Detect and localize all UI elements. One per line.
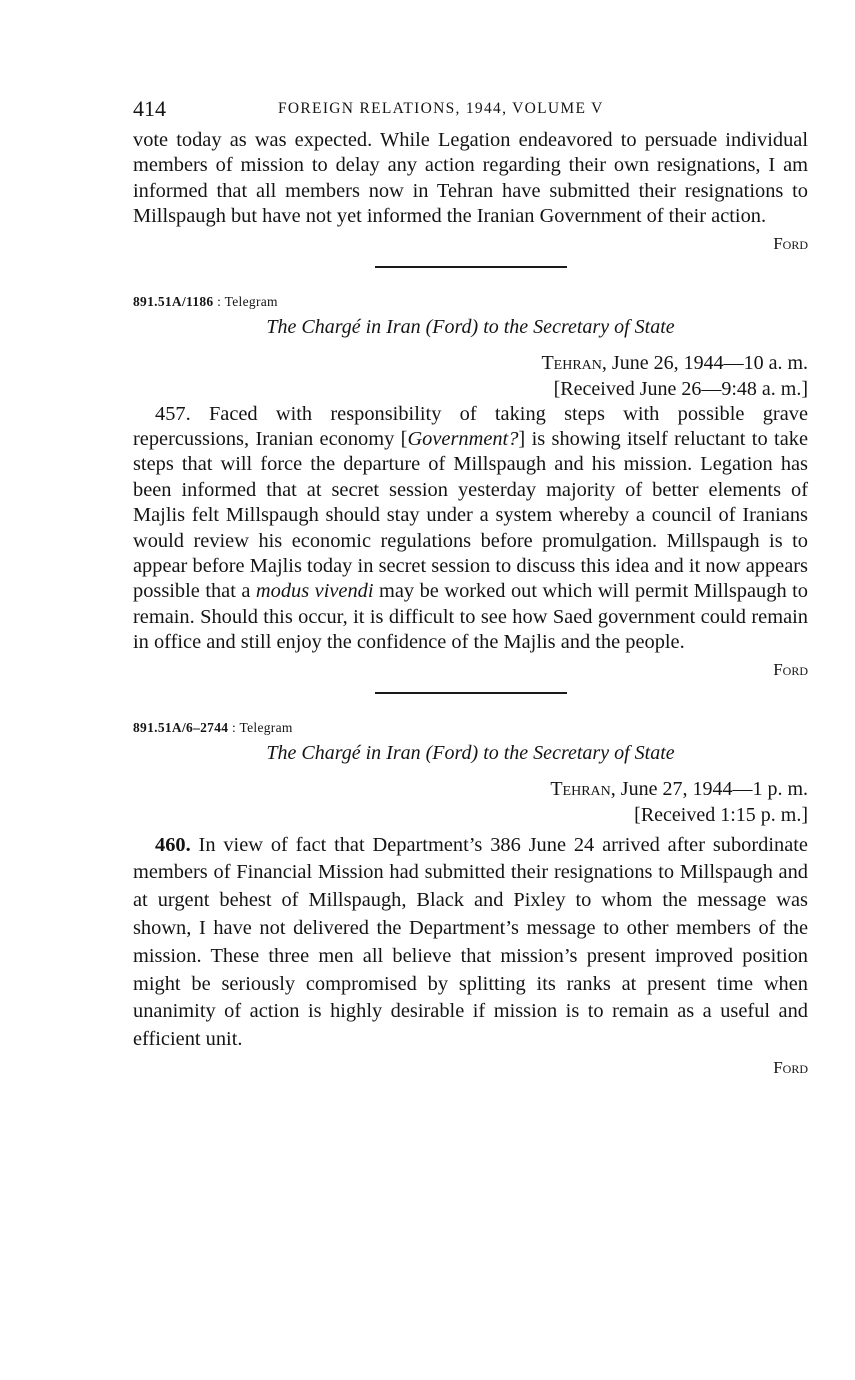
received-line: [Received 1:15 p. m.]	[634, 803, 808, 826]
document-title: The Chargé in Iran (Ford) to the Secretary of State	[266, 315, 675, 338]
signature: Ford	[773, 233, 808, 253]
telegram-body	[133, 402, 808, 656]
body-text: ] is showing itself reluctant to take steps that will force the departure of Millspaugh and his mission. Legation has been informed that at secret session yesterday majority of better elements of Majlis felt Millspaugh should stay under a system whereby a council of Iranians would review his economic regulations before promulgation. Millspaugh is to appear before Majlis today in secret session to discuss this idea and it now appears possible that a	[133, 428, 808, 603]
section-divider	[375, 692, 567, 694]
running-head	[133, 92, 808, 128]
signature: Ford	[773, 1058, 808, 1078]
message-number: 457.	[155, 402, 191, 425]
document-title: The Chargé in Iran (Ford) to the Secretary of State	[266, 741, 675, 764]
body-text: In view of fact that Department’s 386 June 24 arrived after subordinate members of Financial Mission had submitted their resignations to Millspaugh and at urgent behest of Millspaugh, Black and Pixley to whom the message was shown, I have not delivered the Department’s message to other members of the mission. These three men all believe that mission’s present improved position might be seriously compromised by splitting its ranks at present time when unanimity of action is highly desirable if mission is to remain as a useful and efficient unit.	[133, 833, 808, 1051]
telegram-body	[133, 832, 808, 1054]
dateline-date: , June 27, 1944—1 p. m.	[610, 777, 808, 800]
signature: Ford	[773, 659, 808, 679]
file-number: 891.51A/6–2744	[133, 719, 229, 735]
continuation-paragraph: vote today as was expected. While Legation endeavored to persuade individual members of mission to delay any action regarding their own resignations, I am informed that all members now in Tehran have submitted their resignations to Millspaugh but have not yet informed the Iranian Government of their action.	[133, 129, 808, 228]
telegram-460	[133, 720, 808, 1086]
dateline-place: Tehran	[541, 351, 602, 374]
file-reference	[133, 294, 808, 310]
telegram-457	[133, 294, 808, 694]
dateline	[133, 350, 808, 376]
dateline-date: , June 26, 1944—10 a. m.	[601, 351, 808, 374]
file-kind: : Telegram	[217, 293, 278, 309]
body-italic-text: Government?	[407, 428, 519, 451]
file-number: 891.51A/1186	[133, 293, 214, 309]
running-title: FOREIGN RELATIONS, 1944, VOLUME V	[278, 100, 604, 117]
page-number: 414	[133, 96, 166, 121]
file-reference	[133, 720, 808, 736]
body-text: may be worked out which will permit Millspaugh to remain. Should this occur, it is difficult to see how Saed government could remain in office and still enjoy the confidence of the Majlis and the people.	[133, 580, 808, 654]
message-number: 460.	[155, 833, 191, 856]
received-line: [Received June 26—9:48 a. m.]	[553, 377, 808, 400]
document-page	[133, 92, 808, 1086]
dateline-place: Tehran	[550, 777, 611, 800]
body-text: Faced with responsibility of taking steps with possible grave repercussions, Iranian economy [	[133, 402, 808, 451]
dateline	[133, 776, 808, 802]
section-divider	[375, 266, 567, 268]
body-italic-text: modus vivendi	[255, 580, 374, 603]
file-kind: : Telegram	[232, 719, 293, 735]
